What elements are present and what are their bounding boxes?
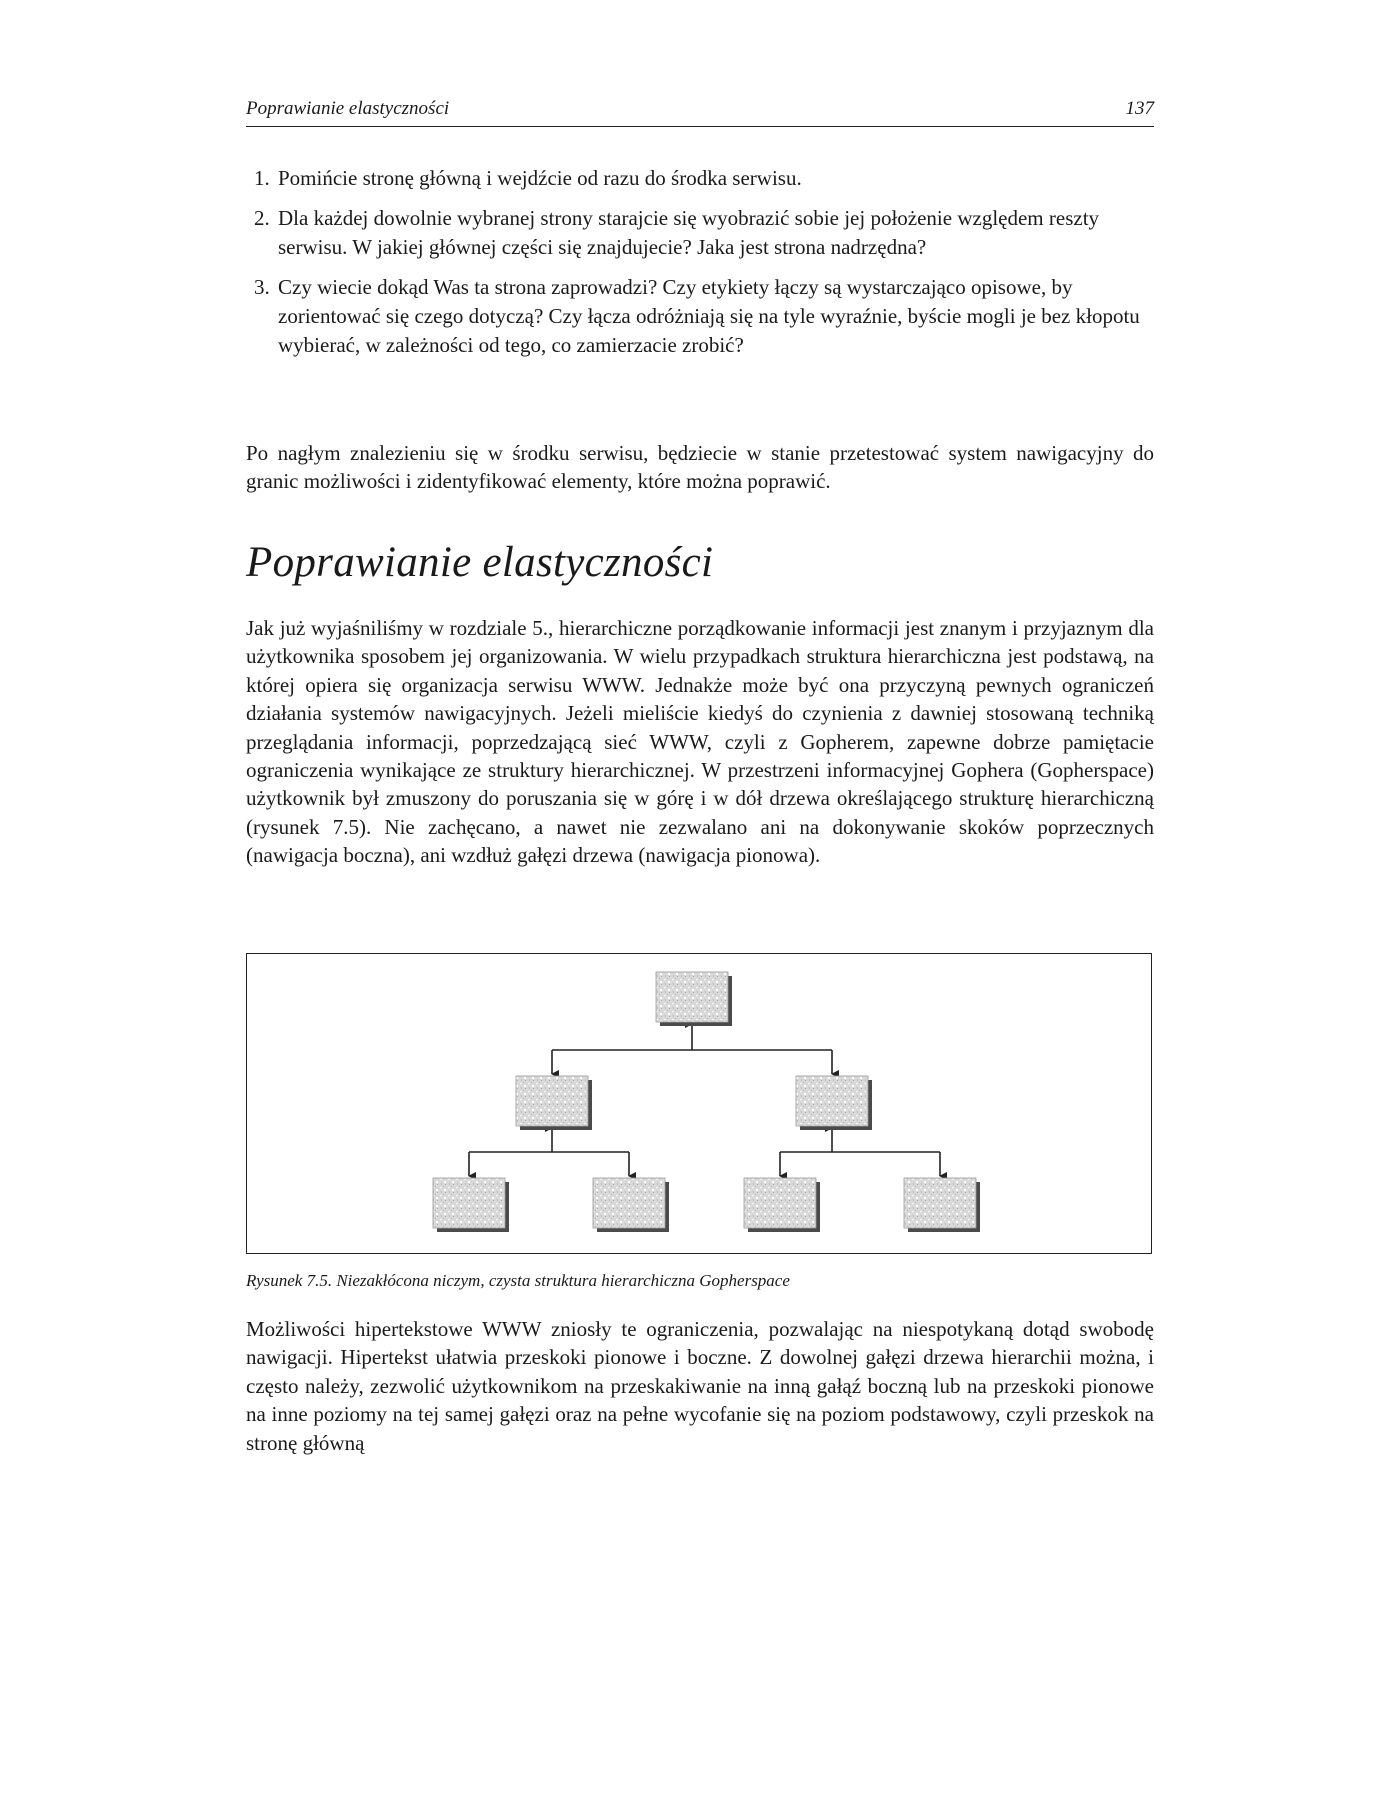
paragraph-hierarchy: Jak już wyjaśniliśmy w rozdziale 5., hierarchiczne porządkowanie informacji jest znanym i przyjaznym dla użytkownika sposobem jej organizowania. W wielu przypadkach struktura hierarchiczna jest podstawą, na której opiera się organizacja serwisu WWW. Jednakże może być ona przyczyną pewnych ograniczeń działania systemów nawigacyjnych. Jeżeli mieliście kiedyś do czynienia z dawniej stosowaną techniką przeglądania informacji, poprzedzającą sieć WWW, czyli z Gopherem, zapewne dobrze pamiętacie ograniczenia wynikające ze struktury hierarchicznej. W przestrzeni informacyjnej Gophera (Gopherspace) użytkownik był zmuszony do poruszania się w górę i w dół drzewa określającego strukturę hierarchiczną (rysunek 7.5). Nie zachęcano, a nawet nie zezwalano ani na dokonywanie skoków poprzecznych (nawigacja boczna), ani wzdłuż gałęzi drzewa (nawigacja pionowa). <box>246 616 1154 868</box>
tree-node-box <box>433 1178 509 1232</box>
list-item-number: 1. <box>254 166 270 190</box>
tree-node-face <box>433 1178 505 1228</box>
tree-node-box <box>904 1178 980 1232</box>
tree-node-face <box>744 1178 816 1228</box>
tree-node-face <box>796 1076 868 1126</box>
list-item <box>246 273 1154 360</box>
section-title: Poprawianie elastyczności <box>246 539 714 586</box>
tree-node-face <box>656 972 728 1022</box>
paragraph-hypertext: Możliwości hipertekstowe WWW zniosły te ograniczenia, pozwalając na niespotykaną dotąd swobodę nawigacji. Hipertekst ułatwia przeskoki pionowe i boczne. Z dowolnej gałęzi drzewa hierarchii można, i często należy, zezwolić użytkownikom na przeskakiwanie na inną gałąź boczną lub na przeskoki pionowe na inne poziomy na tej samej gałęzi oraz na pełne wycofanie się na poziom podstawowy, czyli przeskok na stronę główną <box>246 1317 1154 1455</box>
tree-node-face <box>593 1178 665 1228</box>
header-title: Poprawianie elastyczności <box>246 98 450 119</box>
list-item-text: Czy wiecie dokąd Was ta strona zaprowadzi? Czy etykiety łączy są wystarczająco opisowe, by zorientować się czego dotyczą? Czy łącza odróżniają się na tyle wyraźnie, byście mogli je bez kłopotu wybierać, w zależności od tego, co zamierzacie zrobić? <box>278 275 1140 357</box>
hierarchy-figure <box>246 953 1152 1254</box>
figure-caption: Rysunek 7.5. Niezakłócona niczym, czysta struktura hierarchiczna Gopherspace <box>246 1271 790 1290</box>
list-item-number: 2. <box>254 206 270 230</box>
list-item <box>246 164 1154 193</box>
tree-node-box <box>796 1076 872 1130</box>
hierarchy-diagram <box>247 954 1151 1253</box>
tree-node-face <box>904 1178 976 1228</box>
list-item <box>246 204 1154 262</box>
tree-node-box <box>516 1076 592 1130</box>
tree-node-box <box>593 1178 669 1232</box>
tree-node-face <box>516 1076 588 1126</box>
paragraph-intro: Po nagłym znalezieniu się w środku serwisu, będziecie w stanie przetestować system nawigacyjny do granic możliwości i zidentyfikować elementy, które można poprawić. <box>246 441 1154 494</box>
page-number: 137 <box>1125 98 1154 119</box>
tree-node-box <box>656 972 732 1026</box>
running-header <box>246 98 1154 127</box>
list-item-number: 3. <box>254 275 270 299</box>
list-item-text: Pomińcie stronę główną i wejdźcie od razu do środka serwisu. <box>278 166 802 190</box>
tree-node-box <box>744 1178 820 1232</box>
list-item-text: Dla każdej dowolnie wybranej strony starajcie się wyobrazić sobie jej położenie względem reszty serwisu. W jakiej głównej części się znajdujecie? Jaka jest strona nadrzędna? <box>278 206 1100 259</box>
numbered-list <box>246 164 1154 371</box>
